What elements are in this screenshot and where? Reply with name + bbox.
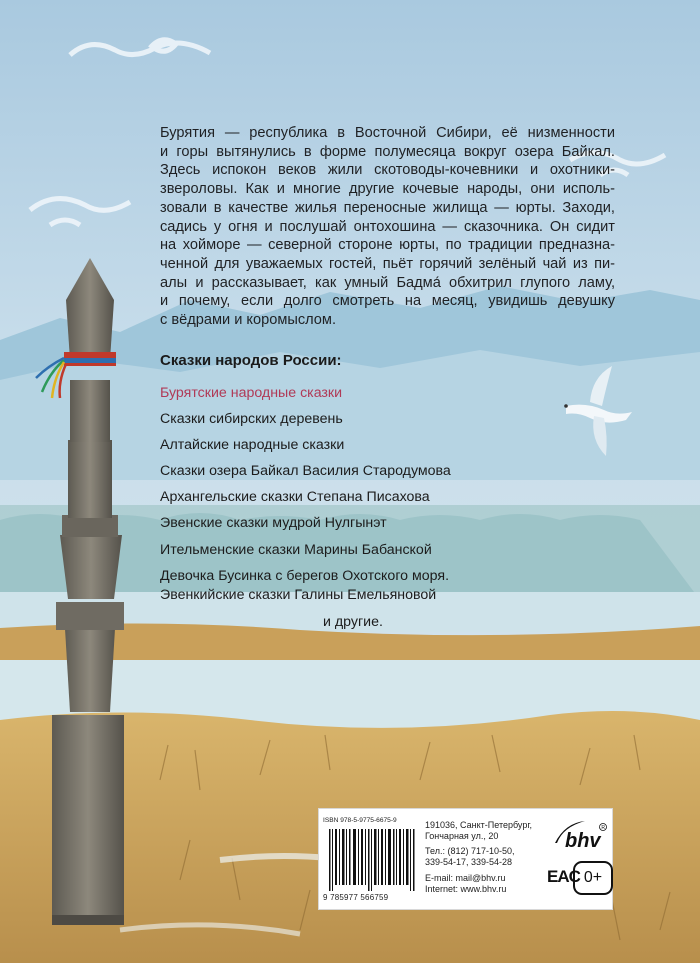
series-item: Алтайские народные сказки bbox=[160, 437, 345, 453]
imprint-box bbox=[318, 808, 613, 910]
series-item: Эвенские сказки мудрой Нулгынэт bbox=[160, 515, 387, 531]
isbn-label: ISBN 978-5-9775-6675-9 bbox=[323, 817, 397, 824]
description-line: и почему, если долго смотреть на месяц, увидишь девушку bbox=[160, 293, 615, 310]
series-item: Эвенкийские сказки Галины Емельяновой bbox=[160, 587, 437, 603]
description-line: и горы вытянулись в форме полумесяца вокруг озера Байкал. bbox=[160, 143, 615, 160]
email-line: E-mail: mail@bhv.ru bbox=[425, 873, 506, 883]
series-item: Сказки озера Байкал Василия Стародумова bbox=[160, 463, 451, 479]
description-line: звероловы. Как и многие другие кочевые народы, они исполь- bbox=[160, 181, 615, 198]
publisher-phone bbox=[425, 846, 515, 868]
description-line: Бурятия — республика в Восточной Сибири, её низменности bbox=[160, 125, 615, 141]
series-more-note: и другие. bbox=[323, 614, 383, 630]
publisher-contacts bbox=[425, 873, 506, 895]
series-item: Архангельские сказки Степана Писахова bbox=[160, 489, 430, 505]
series-item-current: Бурятские народные сказки bbox=[160, 385, 343, 401]
bhv-logo-icon bbox=[551, 817, 609, 857]
description-line: алы и рассказывает, как умный Бадма́ обхитрил глупого ламу, bbox=[160, 274, 615, 291]
phone-line: 339-54-17, 339-54-28 bbox=[425, 857, 513, 867]
internet-line: Internet: www.bhv.ru bbox=[425, 884, 507, 894]
series-item: Девочка Бусинка с берегов Охотского моря. bbox=[160, 568, 450, 584]
barcode-block bbox=[323, 817, 421, 905]
series-item: Сказки сибирских деревень bbox=[160, 411, 343, 427]
publisher-address bbox=[425, 820, 532, 842]
book-description bbox=[160, 124, 615, 330]
address-line: 191036, Санкт-Петербург, bbox=[425, 820, 533, 830]
description-line: ченной для уважаемых гостей, пьёт горячий зелёный чай из пи- bbox=[160, 255, 615, 272]
age-rating-badge: 0+ bbox=[573, 861, 613, 895]
series-heading: Сказки народов России: bbox=[160, 352, 342, 369]
barcode-graphic bbox=[329, 829, 415, 891]
description-line: садись у огня и послушай онтохошина — сказочника. Он сидит bbox=[160, 218, 615, 235]
publisher-logo-text: bhv bbox=[565, 830, 601, 852]
phone-line: Тел.: (812) 717-10-50, bbox=[425, 846, 515, 856]
series-item: Ительменские сказки Марины Бабанской bbox=[160, 542, 432, 558]
description-line: на хойморе — северной стороне юрты, по традиции предназна- bbox=[160, 237, 615, 254]
barcode-digits: 9 785977 566759 bbox=[323, 893, 389, 902]
description-line: зовали в качестве жилья переносные жилища — юрты. Заходи, bbox=[160, 199, 615, 216]
address-line: Гончарная ул., 20 bbox=[425, 831, 499, 841]
eac-mark: EAC bbox=[547, 867, 580, 886]
description-line: с вёдрами и коромыслом. bbox=[160, 312, 337, 329]
svg-text:R: R bbox=[601, 825, 606, 831]
description-line: Здесь испокон веков жили скотоводы-кочевники и охотники- bbox=[160, 162, 615, 179]
